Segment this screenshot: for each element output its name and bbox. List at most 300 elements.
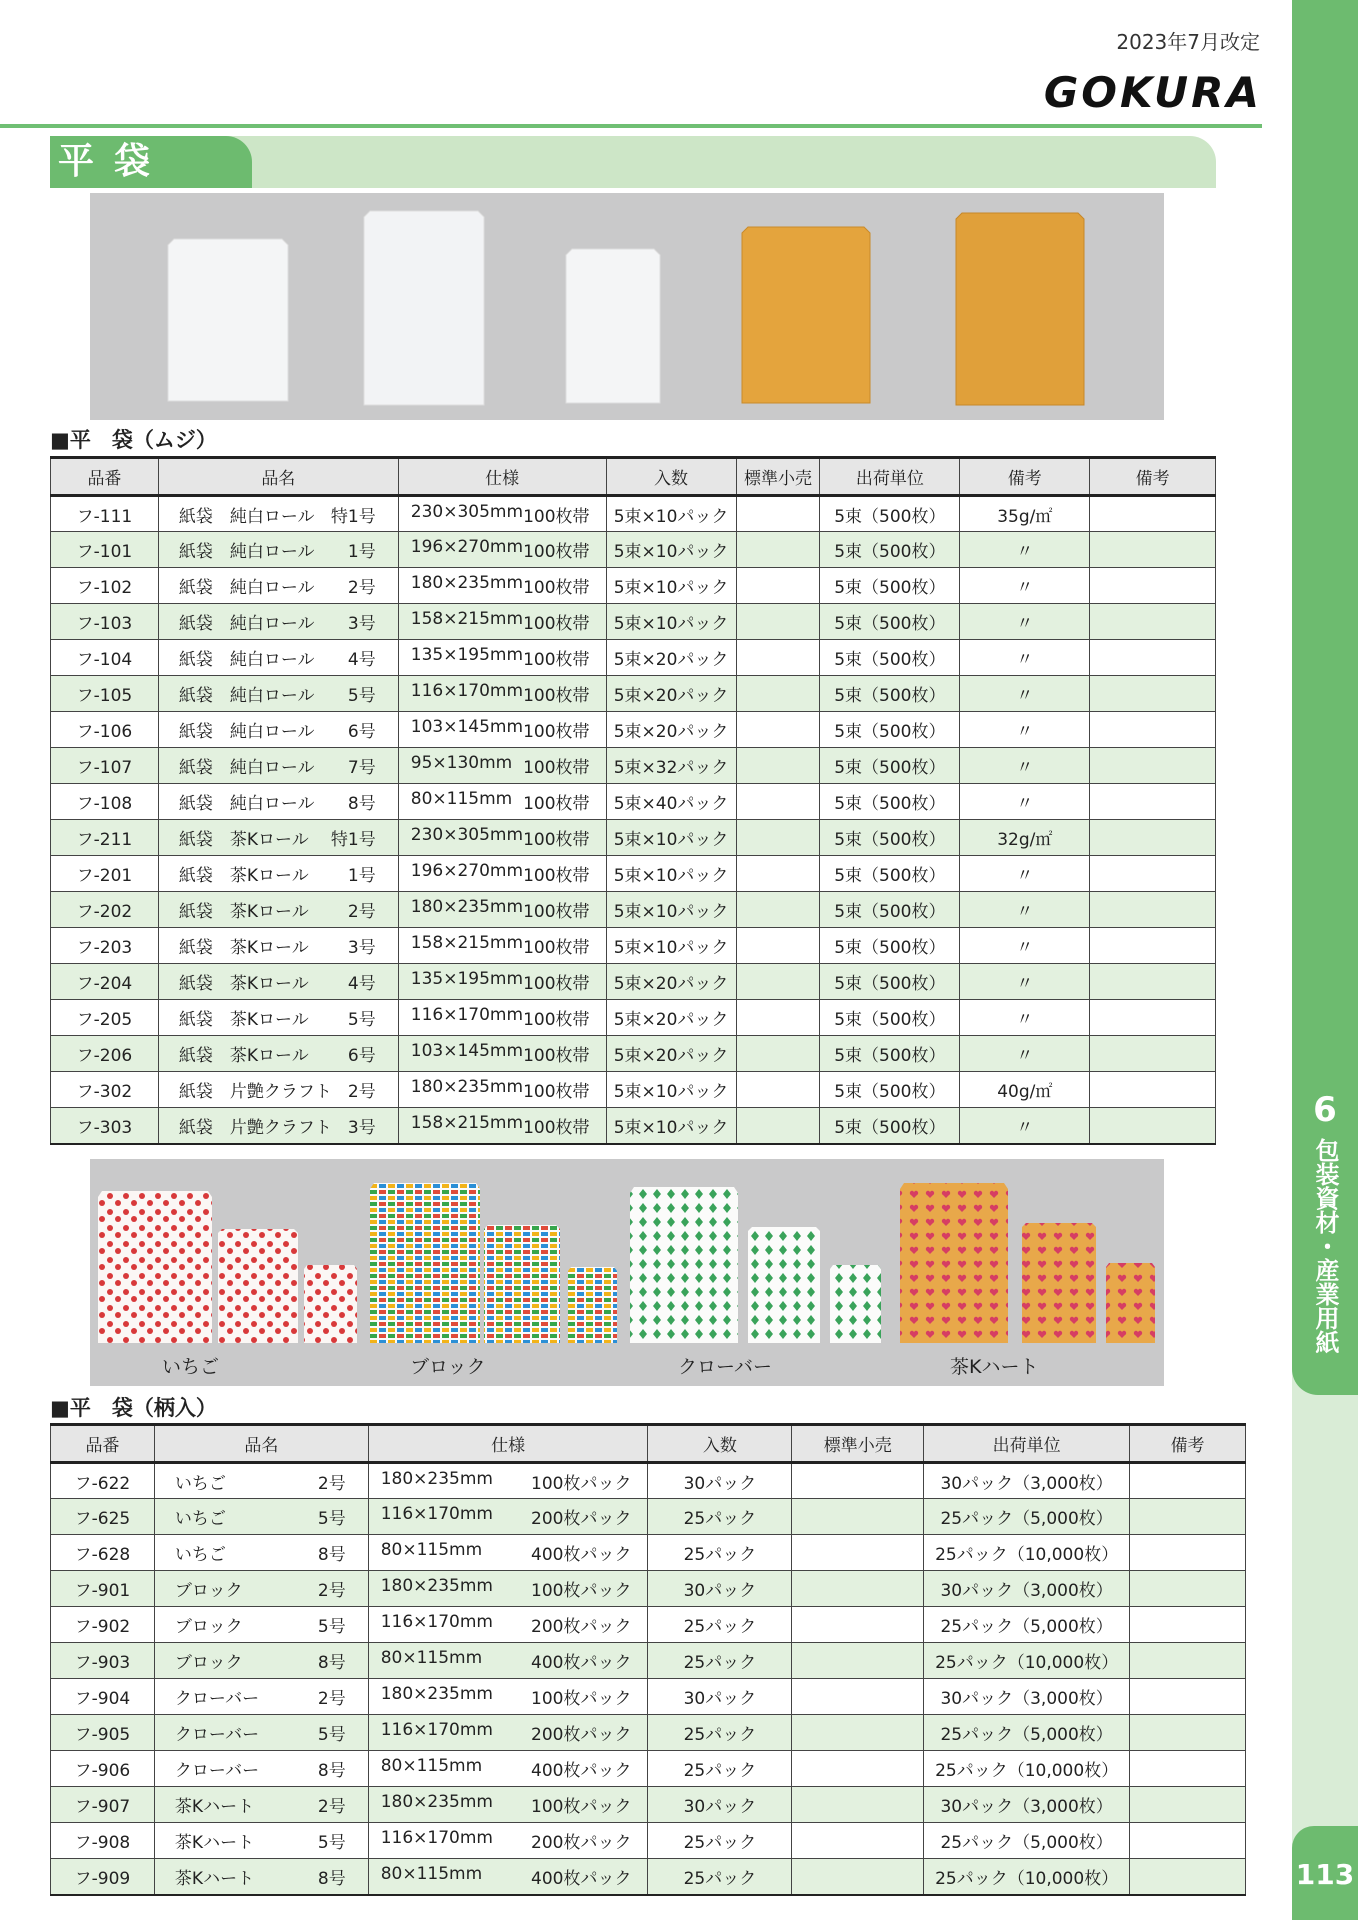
size-number: 2号 [317,1797,346,1817]
bag-size: 95×130mm [410,753,513,773]
shipping-unit-cell: 25パック（10,000枚） [924,1751,1130,1787]
spec-cell [398,712,606,748]
retail-cell [736,712,820,748]
shipping-unit-cell: 30パック（3,000枚） [924,1679,1130,1715]
note-cell: 〃 [960,892,1090,928]
strawberry-bag-medium [218,1229,298,1343]
bag-size: 196×270mm [410,861,524,881]
quantity-cell: 25パック [648,1715,792,1751]
heart-bag-medium [1022,1223,1096,1343]
pack-type: 100枚帯 [523,938,590,958]
product-name-cell [158,712,398,748]
product-name-cell [158,640,398,676]
spec-cell [398,676,606,712]
retail-cell [792,1499,924,1535]
product-name-cell [154,1715,368,1751]
shipping-unit-cell: 25パック（5,000枚） [924,1607,1130,1643]
size-number: 5号 [317,1509,346,1529]
quantity-cell: 5束×10パック [606,820,736,856]
size-number: 3号 [347,1117,376,1138]
product-code-cell: フ-302 [51,1072,159,1108]
bag-size: 116×170mm [380,1828,493,1848]
note2-cell [1090,1108,1216,1144]
note-cell: 〃 [960,784,1090,820]
product-name-cell [158,748,398,784]
note-cell [1130,1859,1246,1895]
revision-date: 2023年7月改定 [1116,30,1260,54]
product-code-cell: フ-906 [51,1751,155,1787]
size-number: 2号 [317,1473,346,1494]
retail-cell [792,1823,924,1859]
quantity-cell: 25パック [648,1643,792,1679]
white-bag-1 [168,239,288,401]
retail-cell [792,1679,924,1715]
strawberry-bag-small [304,1265,357,1343]
product-name-cell [158,784,398,820]
note-cell: 32g/㎡ [960,820,1090,856]
pack-type: 400枚パック [531,1653,632,1673]
spec-cell [368,1499,648,1535]
table-row [51,1823,1246,1859]
table-row [51,1000,1216,1036]
kraft-bag-1 [742,227,870,403]
size-number: 2号 [317,1689,346,1709]
note-cell: 〃 [960,856,1090,892]
pattern-label-heart: 茶Kハート [950,1356,1039,1378]
product-name-cell [158,1000,398,1036]
quantity-cell: 5束×20パック [606,676,736,712]
note-cell [1130,1823,1246,1859]
product-name: 紙袋 茶Kロール [178,1010,309,1030]
table-row [51,1787,1246,1823]
table-row [51,928,1216,964]
note-cell: 〃 [960,712,1090,748]
bag-size: 196×270mm [410,537,524,557]
retail-cell [736,1000,820,1036]
pack-type: 200枚パック [531,1833,632,1853]
retail-cell [736,928,820,964]
shipping-unit-cell: 5束（500枚） [820,856,960,892]
pack-type: 100枚帯 [523,686,590,706]
note2-cell [1090,892,1216,928]
table-row [51,1072,1216,1108]
bag-size: 180×235mm [410,573,524,593]
spec-cell [398,568,606,604]
size-number: 5号 [347,686,376,706]
table-row [51,1571,1246,1607]
brand-logo: GOKURA [1043,68,1262,117]
plain-bags-table [50,456,1216,1145]
pack-type: 400枚パック [531,1761,632,1781]
bag-size: 230×305mm [410,501,524,522]
bag-size: 158×215mm [410,933,524,953]
product-code-cell: フ-102 [51,568,159,604]
note2-cell [1090,820,1216,856]
quantity-cell: 25パック [648,1751,792,1787]
spec-cell [398,1000,606,1036]
shipping-unit-cell: 5束（500枚） [820,568,960,604]
product-code-cell: フ-202 [51,892,159,928]
product-name-cell [154,1571,368,1607]
table-row [51,712,1216,748]
pack-type: 100枚帯 [523,1046,590,1066]
size-number: 1号 [347,866,376,886]
table-row [51,604,1216,640]
shipping-unit-cell: 30パック（3,000枚） [924,1463,1130,1499]
retail-cell [736,604,820,640]
product-code-cell: フ-905 [51,1715,155,1751]
bag-size: 180×235mm [380,1684,493,1704]
spec-cell [368,1751,648,1787]
shipping-unit-cell: 5束（500枚） [820,892,960,928]
section-title: 平袋 [50,136,252,188]
product-code-cell: フ-211 [51,820,159,856]
quantity-cell: 30パック [648,1787,792,1823]
retail-cell [792,1751,924,1787]
table-row [51,640,1216,676]
pack-type: 100枚帯 [523,578,590,598]
product-code-cell: フ-101 [51,532,159,568]
bag-size: 80×115mm [380,1863,483,1884]
table-row [51,496,1216,532]
white-bag-2 [364,211,484,405]
pack-type: 100枚パック [531,1797,632,1817]
product-name-cell [154,1535,368,1571]
size-number: 特1号 [330,506,376,527]
note2-cell [1090,604,1216,640]
quantity-cell: 25パック [648,1823,792,1859]
product-name-cell [154,1859,368,1895]
retail-cell [792,1859,924,1895]
retail-cell [792,1571,924,1607]
size-number: 8号 [317,1653,346,1673]
size-number: 5号 [317,1617,346,1637]
size-number: 5号 [317,1833,346,1853]
heart-bag-small [1106,1263,1155,1343]
pack-type: 100枚帯 [523,902,590,922]
size-number: 特1号 [330,830,376,850]
chapter-title: 包装資材・産業用紙 [1311,1138,1339,1354]
retail-cell [736,748,820,784]
spec-cell [398,748,606,784]
table-row [51,1108,1216,1144]
product-name: 紙袋 純白ロール [178,722,315,742]
product-name: 紙袋 純白ロール [178,794,315,814]
size-number: 8号 [317,1545,346,1565]
product-code-cell: フ-108 [51,784,159,820]
product-name-cell [158,1036,398,1072]
spec-cell [398,1036,606,1072]
product-code-cell: フ-103 [51,604,159,640]
product-code-cell: フ-206 [51,1036,159,1072]
product-name-cell [154,1643,368,1679]
shipping-unit-cell: 5束（500枚） [820,1036,960,1072]
shipping-unit-cell: 5束（500枚） [820,712,960,748]
pack-type: 200枚パック [531,1725,632,1745]
bag-size: 80×115mm [380,1648,483,1668]
product-name-cell [154,1823,368,1859]
shipping-unit-cell: 25パック（10,000枚） [924,1535,1130,1571]
product-name: いちご [174,1509,226,1529]
note-cell: 〃 [960,604,1090,640]
header-rule [0,124,1262,128]
note2-cell [1090,1000,1216,1036]
pack-type: 100枚パック [531,1689,632,1709]
product-name: 紙袋 片艶クラフト [178,1117,332,1138]
table-row [51,676,1216,712]
product-name-cell [158,964,398,1000]
quantity-cell: 30パック [648,1571,792,1607]
product-name-cell [154,1679,368,1715]
table-patterned-title: ■平 袋（柄入） [50,1396,217,1420]
note-cell: 〃 [960,748,1090,784]
quantity-cell: 5束×20パック [606,964,736,1000]
size-number: 3号 [347,614,376,634]
retail-cell [736,568,820,604]
note2-cell [1090,676,1216,712]
retail-cell [736,820,820,856]
shipping-unit-cell: 30パック（3,000枚） [924,1571,1130,1607]
retail-cell [792,1607,924,1643]
product-name: いちご [174,1545,226,1565]
col-header: 備考 [1090,458,1216,496]
product-code-cell: フ-204 [51,964,159,1000]
pack-type: 400枚パック [531,1545,632,1565]
note-cell: 〃 [960,964,1090,1000]
bag-size: 116×170mm [380,1720,493,1740]
note2-cell [1090,1072,1216,1108]
col-header: 品名 [154,1425,368,1463]
bag-size: 116×170mm [410,681,524,701]
pack-type: 100枚パック [531,1473,632,1494]
table-row [51,856,1216,892]
pack-type: 100枚パック [531,1581,632,1601]
block-bag-small [568,1267,617,1343]
product-name: 茶Kハート [174,1797,255,1817]
spec-cell [398,784,606,820]
bag-size: 80×115mm [410,789,513,809]
quantity-cell: 25パック [648,1859,792,1895]
product-name-cell [158,568,398,604]
retail-cell [736,892,820,928]
shipping-unit-cell: 5束（500枚） [820,532,960,568]
product-name: 紙袋 純白ロール [178,758,315,778]
retail-cell [736,640,820,676]
col-header: 品名 [158,458,398,496]
retail-cell [736,856,820,892]
bag-size: 135×195mm [410,969,524,989]
product-code-cell: フ-107 [51,748,159,784]
spec-cell [398,604,606,640]
product-name: クローバー [174,1725,260,1745]
pack-type: 100枚帯 [523,974,590,994]
shipping-unit-cell: 5束（500枚） [820,676,960,712]
note2-cell [1090,640,1216,676]
note-cell: 35g/㎡ [960,496,1090,532]
spec-cell [398,820,606,856]
product-name-cell [154,1787,368,1823]
product-name-cell [154,1463,368,1499]
product-name: 紙袋 純白ロール [178,542,315,562]
note2-cell [1090,496,1216,532]
product-name-cell [158,820,398,856]
product-name: クローバー [174,1689,260,1709]
product-code-cell: フ-201 [51,856,159,892]
spec-cell [398,640,606,676]
note-cell [1130,1679,1246,1715]
bag-size: 230×305mm [410,825,524,845]
product-code-cell: フ-901 [51,1571,155,1607]
col-header: 仕様 [368,1425,648,1463]
shipping-unit-cell: 5束（500枚） [820,640,960,676]
spec-cell [398,532,606,568]
shipping-unit-cell: 5束（500枚） [820,748,960,784]
product-code-cell: フ-105 [51,676,159,712]
heart-bag-large [900,1183,1008,1343]
product-name: 紙袋 茶Kロール [178,830,309,850]
spec-cell [368,1715,648,1751]
quantity-cell: 5束×32パック [606,748,736,784]
note-cell [1130,1463,1246,1499]
table-row [51,748,1216,784]
quantity-cell: 30パック [648,1463,792,1499]
product-name: ブロック [174,1581,243,1601]
bag-size: 135×195mm [410,645,524,665]
product-name: 紙袋 純白ロール [178,650,315,670]
spec-cell [368,1679,648,1715]
product-name-cell [158,928,398,964]
quantity-cell: 5束×10パック [606,1072,736,1108]
spec-cell [398,892,606,928]
clover-bag-small [830,1265,881,1343]
note-cell [1130,1571,1246,1607]
quantity-cell: 30パック [648,1679,792,1715]
size-number: 2号 [347,902,376,922]
retail-cell [736,1108,820,1144]
quantity-cell: 5束×10パック [606,568,736,604]
bag-size: 116×170mm [410,1005,524,1025]
chapter-number: 6 [1313,1090,1337,1130]
col-header: 出荷単位 [820,458,960,496]
product-name: 紙袋 茶Kロール [178,974,309,994]
pack-type: 100枚帯 [523,866,590,886]
bag-size: 180×235mm [410,1077,524,1097]
product-name-cell [154,1751,368,1787]
note-cell: 〃 [960,1036,1090,1072]
table-row [51,1607,1246,1643]
product-code-cell: フ-904 [51,1679,155,1715]
chapter-side-tab [1292,0,1358,1920]
shipping-unit-cell: 25パック（10,000枚） [924,1643,1130,1679]
bag-size: 180×235mm [380,1468,493,1489]
product-name-cell [158,532,398,568]
size-number: 3号 [347,938,376,958]
size-number: 5号 [347,1010,376,1030]
retail-cell [792,1787,924,1823]
pack-type: 100枚帯 [523,758,590,778]
table-row [51,1643,1246,1679]
product-name: ブロック [174,1653,243,1673]
table-row [51,784,1216,820]
shipping-unit-cell: 25パック（5,000枚） [924,1715,1130,1751]
note-cell [1130,1643,1246,1679]
size-number: 5号 [317,1725,346,1745]
quantity-cell: 5束×20パック [606,712,736,748]
retail-cell [736,496,820,532]
strawberry-bag-large [98,1191,212,1343]
table-row [51,1535,1246,1571]
product-name: 茶Kハート [174,1833,255,1853]
spec-cell [368,1643,648,1679]
plain-bags-photo [90,193,1164,420]
retail-cell [792,1643,924,1679]
bag-size: 116×170mm [380,1612,493,1632]
white-bag-3 [566,249,660,403]
quantity-cell: 25パック [648,1499,792,1535]
retail-cell [792,1535,924,1571]
clover-bag-medium [748,1227,820,1343]
product-name: 紙袋 茶Kロール [178,938,309,958]
product-name-cell [158,1072,398,1108]
quantity-cell: 5束×40パック [606,784,736,820]
shipping-unit-cell: 25パック（5,000枚） [924,1823,1130,1859]
bag-size: 180×235mm [410,897,524,917]
note-cell [1130,1787,1246,1823]
note2-cell [1090,712,1216,748]
note-cell: 〃 [960,640,1090,676]
size-number: 2号 [347,1082,376,1102]
note2-cell [1090,784,1216,820]
spec-cell [368,1607,648,1643]
product-name: 紙袋 純白ロール [178,614,315,634]
bag-size: 80×115mm [380,1756,483,1776]
product-name-cell [158,1108,398,1144]
note-cell: 〃 [960,568,1090,604]
product-name-cell [158,892,398,928]
table-row [51,1715,1246,1751]
note-cell [1130,1751,1246,1787]
pack-type: 100枚帯 [523,722,590,742]
product-name: 紙袋 純白ロール [178,506,315,527]
table-row [51,820,1216,856]
product-name-cell [158,496,398,532]
retail-cell [792,1715,924,1751]
col-header: 入数 [606,458,736,496]
product-name: 紙袋 茶Kロール [178,866,309,886]
note-cell: 〃 [960,532,1090,568]
retail-cell [792,1463,924,1499]
table-row [51,1679,1246,1715]
table-row [51,1859,1246,1895]
note-cell: 〃 [960,928,1090,964]
bag-size: 158×215mm [410,1112,524,1133]
quantity-cell: 5束×10パック [606,496,736,532]
bag-size: 103×145mm [410,717,524,737]
pack-type: 100枚帯 [523,794,590,814]
note-cell [1130,1535,1246,1571]
col-header: 品番 [51,1425,155,1463]
pack-type: 100枚帯 [523,1010,590,1030]
pack-type: 100枚帯 [523,1082,590,1102]
patterned-bags-table [50,1423,1246,1896]
size-number: 4号 [347,650,376,670]
table-row [51,1499,1246,1535]
table-row [51,1036,1216,1072]
shipping-unit-cell: 5束（500枚） [820,964,960,1000]
note2-cell [1090,748,1216,784]
note2-cell [1090,532,1216,568]
quantity-cell: 5束×20パック [606,1036,736,1072]
